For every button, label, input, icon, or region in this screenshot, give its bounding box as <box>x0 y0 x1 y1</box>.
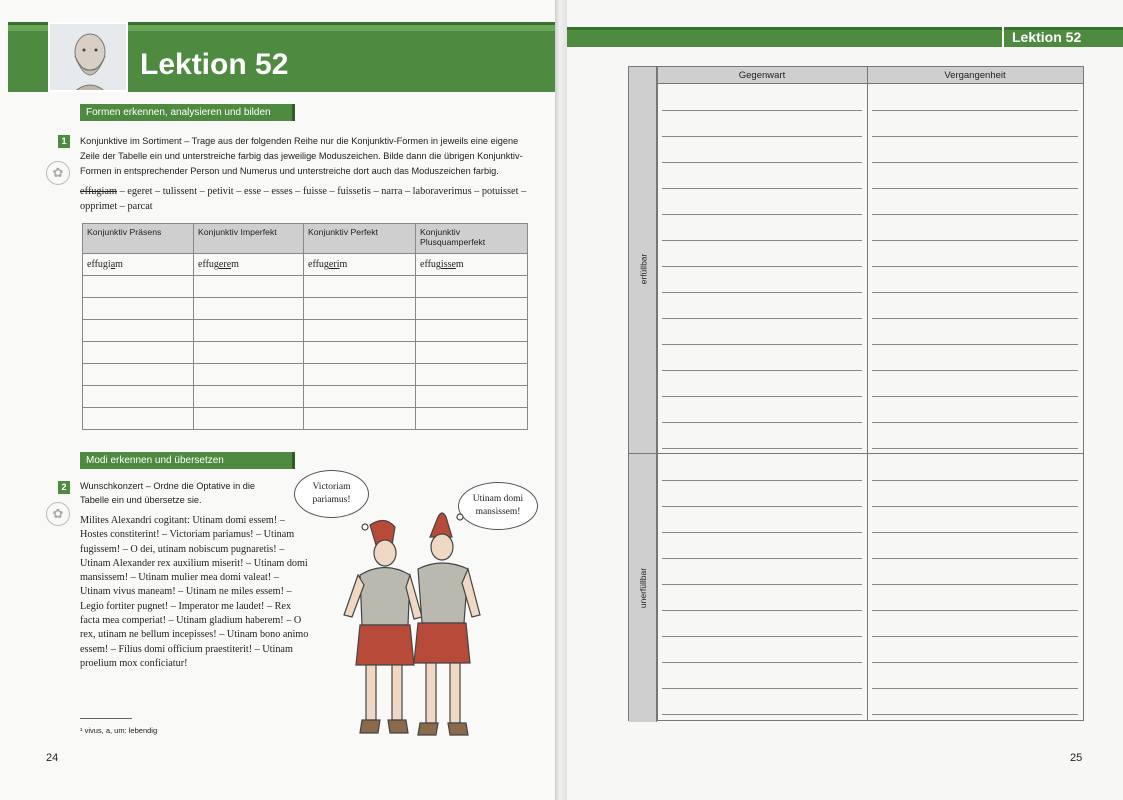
empty-cell[interactable] <box>194 320 304 342</box>
task2-latin-text: Milites Alexandri cogitant: Utinam domi essem! – Hostes constiterint! – Victoriam pariamus! – Utinam fugissem! – O dei, utinam nobiscum pugnaretis! – Utinam Alexander rex auxilium miserit! – Utinam domi mansissem! – Utinam mulier mea domi valeat! – Utinam vivus maneam! – Utinam ne miles essem! – Legio fortiter pugnet! – Imperator me laudet! – Rex facta mea comperiat! – Utinam gladium haberem! – O rex, utinam ne bellum incepisses! – Utinam bono animo essem! – Filius domi officium praestiterit! – Utinam proelium mox conficiatur! <box>80 515 309 669</box>
row-label-unfulfillable: unerfüllbar <box>638 567 649 608</box>
footnote: ¹ vivus, a, um: lebendig <box>80 726 158 735</box>
table-row <box>83 364 528 386</box>
divider <box>867 67 868 720</box>
task1-instruction: Konjunktive im Sortiment – Trage aus der folgenden Reihe nur die Konjunktiv-Formen in jeweils eine eigene Zeile der Tabelle ein und unterstreiche farbig das jeweilige Moduszeichen. Bilde dann die übrigen Konjunktiv-Formen in entsprechender Person und Numerus und unterstreiche dort auch das Moduszeichen farbig. <box>80 136 523 176</box>
empty-cell[interactable] <box>304 320 416 342</box>
table-row <box>83 276 528 298</box>
empty-cell[interactable] <box>83 298 194 320</box>
footnote-rule <box>80 718 132 719</box>
empty-cell[interactable] <box>304 364 416 386</box>
empty-cell[interactable] <box>304 298 416 320</box>
empty-cell[interactable] <box>416 298 528 320</box>
empty-cell[interactable] <box>416 386 528 408</box>
empty-cell[interactable] <box>194 298 304 320</box>
empty-cell[interactable] <box>304 408 416 430</box>
left-page <box>0 0 559 800</box>
task2-instruction: Wunschkonzert – Ordne die Optative in die Tabelle ein und übersetze sie. <box>80 481 255 505</box>
lesson-title: Lektion 52 <box>140 48 289 81</box>
right-header-title: Lektion 52 <box>1002 27 1086 47</box>
empty-cell[interactable] <box>194 408 304 430</box>
task2-number: 2 <box>58 481 70 494</box>
task1-word-list <box>80 184 530 214</box>
row-separator <box>629 453 1083 454</box>
empty-cell[interactable] <box>83 320 194 342</box>
empty-cell[interactable] <box>416 408 528 430</box>
empty-cell[interactable] <box>194 276 304 298</box>
divider <box>657 67 658 720</box>
empty-cell[interactable] <box>304 342 416 364</box>
empty-cell[interactable] <box>83 276 194 298</box>
page-number-right: 25 <box>1070 752 1083 764</box>
th-plusquamperfekt: Konjunktiv Plusquamperfekt <box>416 224 528 254</box>
empty-cell[interactable] <box>83 364 194 386</box>
empty-cell[interactable] <box>304 386 416 408</box>
table-row <box>83 298 528 320</box>
table-row <box>83 408 528 430</box>
empty-cell[interactable] <box>416 320 528 342</box>
empty-cell[interactable] <box>194 386 304 408</box>
laurel-wreath-icon: ✿ <box>46 161 70 185</box>
example-cell: effugerem <box>194 254 304 276</box>
laurel-wreath-icon: ✿ <box>46 502 70 526</box>
table-row <box>83 320 528 342</box>
empty-cell[interactable] <box>416 276 528 298</box>
crossed-example-word: effugiam <box>80 186 117 197</box>
example-cell: effugerim <box>304 254 416 276</box>
empty-cell[interactable] <box>83 342 194 364</box>
roman-soldiers-illustration <box>330 505 520 745</box>
writing-lines[interactable] <box>662 455 862 717</box>
speech-bubble-right: Utinam domi mansissem! <box>458 482 538 530</box>
empty-cell[interactable] <box>83 386 194 408</box>
row-label-fulfillable: erfüllbar <box>638 253 648 284</box>
table-row <box>83 386 528 408</box>
page-number-left: 24 <box>46 752 59 764</box>
example-cell: effugiam <box>83 254 194 276</box>
empty-cell[interactable] <box>416 364 528 386</box>
section1-heading: Formen erkennen, analysieren und bilden <box>80 104 295 121</box>
writing-lines[interactable] <box>662 85 862 451</box>
empty-cell[interactable] <box>194 342 304 364</box>
example-cell: effugissem <box>416 254 528 276</box>
writing-lines[interactable] <box>872 85 1078 451</box>
col-header-present: Gegenwart <box>657 67 867 84</box>
empty-cell[interactable] <box>194 364 304 386</box>
socrates-portrait-icon <box>48 22 128 92</box>
col-header-past: Vergangenheit <box>867 67 1083 84</box>
section2-heading: Modi erkennen und übersetzen <box>80 452 295 469</box>
empty-cell[interactable] <box>304 276 416 298</box>
th-praesens: Konjunktiv Präsens <box>83 224 194 254</box>
task1-words: – egeret – tulissent – petivit – esse – esses – fuisse – fuissetis – narra – laboraverimus – potuisset – opprimet – parcat <box>80 186 527 212</box>
writing-lines[interactable] <box>872 455 1078 717</box>
speech-bubble-left: Victoriam pariamus! <box>294 470 369 518</box>
table-row <box>83 342 528 364</box>
task1-number: 1 <box>58 135 70 148</box>
empty-cell[interactable] <box>83 408 194 430</box>
book-gutter <box>555 0 567 800</box>
th-perfekt: Konjunktiv Perfekt <box>304 224 416 254</box>
conjunctive-table <box>82 223 528 430</box>
empty-cell[interactable] <box>416 342 528 364</box>
table-row <box>83 254 528 276</box>
optative-table <box>628 66 1084 721</box>
th-imperfekt: Konjunktiv Imperfekt <box>194 224 304 254</box>
